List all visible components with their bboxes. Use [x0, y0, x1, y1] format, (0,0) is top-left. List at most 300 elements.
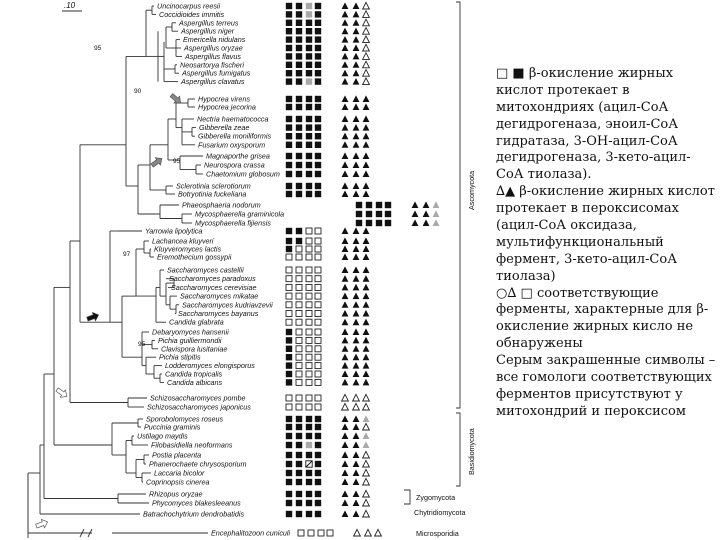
filled-triangle-symbol [342, 362, 349, 369]
empty-triangle-symbol [342, 394, 349, 401]
empty-triangle-symbol [363, 394, 370, 401]
empty-square-symbol [296, 302, 302, 308]
empty-square-symbol [306, 319, 312, 325]
filled-triangle-symbol [363, 266, 370, 273]
filled-triangle-symbol [342, 432, 349, 439]
filled-triangle-symbol [342, 53, 349, 60]
empty-square-symbol [306, 311, 312, 317]
filled-square-symbol [306, 104, 312, 110]
filled-square-symbol [286, 78, 292, 84]
filled-square-symbol [306, 479, 312, 485]
symbol-row [286, 451, 370, 458]
taxon-label: Pichia guilliermondii [158, 335, 222, 345]
filled-square-symbol [315, 142, 321, 148]
taxon-label: Saccharomyces castellii [167, 265, 244, 275]
empty-square-symbol [315, 319, 321, 325]
taxon-label: Phanerochaete chrysosporium [149, 459, 247, 469]
symbol-row [286, 379, 370, 386]
empty-triangle-symbol [363, 510, 370, 517]
filled-square-symbol [356, 220, 362, 226]
symbol-row [286, 78, 370, 85]
empty-square-symbol [296, 254, 302, 260]
branch-arrow-marker [150, 155, 165, 169]
filled-square-symbol [296, 45, 302, 51]
filled-triangle-symbol [353, 293, 360, 300]
filled-triangle-symbol [353, 190, 360, 197]
symbol-row [356, 201, 440, 208]
empty-square-symbol [296, 354, 302, 360]
filled-triangle-symbol [353, 253, 360, 260]
filled-square-symbol [286, 461, 292, 467]
empty-square-symbol [296, 311, 302, 317]
empty-square-symbol [286, 254, 292, 260]
filled-square-symbol [286, 362, 292, 368]
filled-square-symbol [315, 442, 321, 448]
filled-triangle-symbol [342, 2, 349, 9]
empty-square-symbol [296, 371, 302, 377]
taxon-label: Lodderomyces elongisporus [165, 361, 255, 371]
empty-triangle-symbol [363, 460, 370, 467]
taxon-label: Sporobolomyces roseus [146, 414, 224, 424]
empty-triangle-symbol [363, 44, 370, 51]
empty-square-symbol [315, 302, 321, 308]
filled-triangle-symbol [353, 266, 360, 273]
filled-triangle-symbol [353, 161, 360, 168]
filled-square-symbol [315, 452, 321, 458]
taxon-label: Schizosaccharomyces pombe [150, 393, 246, 403]
filled-triangle-symbol [342, 36, 349, 43]
filled-triangle-symbol [342, 161, 349, 168]
taxon-label: Neosartorya fischeri [180, 60, 244, 70]
filled-square-symbol [315, 70, 321, 76]
filled-square-symbol [306, 191, 312, 197]
filled-square-symbol [296, 62, 302, 68]
filled-triangle-symbol [423, 201, 430, 208]
filled-square-symbol [306, 70, 312, 76]
filled-triangle-symbol [353, 415, 360, 422]
taxon-label: Yarrowia lipolytica [145, 226, 203, 236]
symbol-row [286, 70, 370, 77]
empty-square-symbol [296, 337, 302, 343]
symbol-row [286, 415, 370, 422]
symbol-row [356, 210, 440, 217]
empty-square-symbol [306, 238, 312, 244]
filled-square-symbol [376, 220, 382, 226]
filled-triangle-symbol [342, 441, 349, 448]
arrow-shape [150, 155, 165, 169]
empty-triangle-symbol [363, 478, 370, 485]
filled-square-symbol [315, 3, 321, 9]
taxon-label: Schizosaccharomyces japonicus [147, 402, 251, 412]
filled-triangle-symbol [342, 95, 349, 102]
filled-square-symbol [306, 470, 312, 476]
symbol-row [286, 441, 370, 448]
symbol-row [286, 124, 370, 131]
filled-square-symbol [296, 511, 302, 517]
empty-square-symbol [286, 276, 292, 282]
filled-square-symbol [315, 171, 321, 177]
filled-square-symbol [286, 346, 292, 352]
empty-triangle-symbol [363, 469, 370, 476]
filled-square-symbol [286, 171, 292, 177]
gray-triangle-symbol [433, 201, 440, 208]
taxon-label: Phycomyces blakesleeanus [152, 498, 241, 508]
filled-square-symbol [306, 153, 312, 159]
taxon-label: Pichia stipitis [159, 352, 201, 362]
filled-triangle-symbol [342, 124, 349, 131]
empty-square-symbol [315, 404, 321, 410]
filled-triangle-symbol [342, 266, 349, 273]
empty-square-symbol [315, 363, 321, 369]
empty-square-symbol [315, 311, 321, 317]
filled-square-symbol [306, 162, 312, 168]
filled-triangle-symbol [353, 460, 360, 467]
filled-square-symbol [296, 124, 302, 130]
bootstrap-value: 97 [123, 251, 131, 258]
filled-square-symbol [296, 171, 302, 177]
filled-triangle-symbol [353, 328, 360, 335]
symbol-row [356, 219, 440, 226]
branch-arrow-marker [35, 518, 49, 531]
filled-square-symbol [286, 238, 292, 244]
symbol-row [286, 499, 370, 506]
filled-triangle-symbol [342, 103, 349, 110]
filled-square-symbol [315, 424, 321, 430]
taxon-label: Aspergillus flavus [185, 51, 241, 61]
taxon-label: Aspergillus clavatus [181, 77, 245, 87]
filled-square-symbol [296, 191, 302, 197]
bootstrap-value: 95 [138, 341, 146, 348]
filled-square-symbol [296, 491, 302, 497]
filled-triangle-symbol [353, 370, 360, 377]
filled-square-symbol [296, 238, 302, 244]
filled-triangle-symbol [342, 451, 349, 458]
filled-triangle-symbol [353, 61, 360, 68]
empty-square-symbol [315, 254, 321, 260]
filled-triangle-symbol [353, 53, 360, 60]
filled-triangle-symbol [353, 275, 360, 282]
filled-triangle-symbol [353, 227, 360, 234]
empty-square-symbol [306, 371, 312, 377]
filled-triangle-symbol [363, 141, 370, 148]
symbol-row [286, 11, 370, 18]
filled-triangle-symbol [353, 432, 360, 439]
filled-triangle-symbol [342, 70, 349, 77]
filled-square-symbol [315, 479, 321, 485]
group-label-zygomycota: Zygomycota [416, 493, 456, 502]
empty-square-symbol [315, 329, 321, 335]
taxon-label: Laccaria bicolor [154, 468, 205, 478]
filled-triangle-symbol [342, 415, 349, 422]
filled-triangle-symbol [353, 284, 360, 291]
filled-triangle-symbol [363, 345, 370, 352]
filled-triangle-symbol [342, 170, 349, 177]
filled-square-symbol [286, 153, 292, 159]
legend-panel [496, 66, 718, 421]
gray-triangle-symbol [433, 210, 440, 217]
gray-square-symbol [306, 11, 312, 17]
legend-not-found: ○∆ □ соответствующие ферменты, характерные для β-окисление жирных кисло не обнаружены [496, 285, 709, 352]
bootstrap-value: 90 [134, 88, 142, 95]
taxon-label: Filobasidiella neoformans [151, 440, 233, 450]
empty-square-symbol [315, 276, 321, 282]
filled-square-symbol [315, 162, 321, 168]
symbol-row [286, 182, 370, 189]
filled-triangle-symbol [353, 337, 360, 344]
filled-square-symbol [296, 53, 302, 59]
filled-square-symbol [286, 228, 292, 234]
filled-triangle-symbol [363, 337, 370, 344]
symbol-row [286, 152, 370, 159]
taxon-label: Aspergillus terreus [179, 18, 239, 28]
symbol-row [286, 61, 370, 68]
filled-triangle-symbol [342, 253, 349, 260]
empty-square-symbol [315, 379, 321, 385]
empty-triangle-symbol [363, 19, 370, 26]
symbol-row [286, 319, 369, 326]
filled-triangle-symbol [363, 319, 370, 326]
symbol-row [286, 170, 370, 177]
filled-square-symbol [286, 479, 292, 485]
symbol-row [286, 460, 370, 467]
filled-triangle-symbol [363, 124, 370, 131]
filled-triangle-symbol [342, 227, 349, 234]
symbol-row [286, 245, 370, 252]
filled-triangle-symbol [342, 152, 349, 159]
symbol-row [286, 490, 370, 497]
empty-square-symbol [315, 395, 321, 401]
filled-triangle-symbol [342, 275, 349, 282]
filled-square-symbol [376, 202, 382, 208]
group-label-ascomycota: Ascomycota [467, 170, 476, 210]
filled-triangle-symbol [342, 115, 349, 122]
gray-triangle-symbol [363, 415, 370, 422]
filled-square-symbol [306, 511, 312, 517]
filled-square-symbol [296, 116, 302, 122]
arrow-shape [35, 518, 49, 531]
filled-square-symbol [286, 191, 292, 197]
filled-square-symbol [356, 211, 362, 217]
empty-square-symbol [286, 302, 292, 308]
symbol-row [286, 103, 370, 110]
empty-square-symbol [315, 228, 321, 234]
filled-triangle-symbol [363, 133, 370, 140]
filled-triangle-symbol [363, 328, 370, 335]
group-label-basidiomycota: Basidiomycota [467, 428, 476, 475]
taxon-label: Hypocrea virens [198, 94, 250, 104]
taxon-label: Emericella nidulans [183, 35, 246, 45]
filled-square-symbol [286, 3, 292, 9]
symbol-row [286, 293, 369, 300]
filled-triangle-symbol [423, 210, 430, 217]
taxon-label: Saccharomyces kudriavzevii [182, 300, 273, 310]
empty-square-symbol [296, 319, 302, 325]
symbol-row [286, 190, 370, 197]
filled-square-symbol [376, 211, 382, 217]
empty-square-symbol [306, 267, 312, 273]
filled-triangle-symbol [342, 19, 349, 26]
symbol-row [286, 227, 370, 234]
empty-square-symbol [318, 530, 324, 536]
filled-triangle-symbol [363, 284, 370, 291]
taxon-label: Postia placenta [152, 450, 202, 460]
symbol-row [286, 266, 369, 273]
filled-square-symbol [315, 78, 321, 84]
empty-square-symbol [315, 346, 321, 352]
filled-square-symbol [296, 70, 302, 76]
symbol-row [286, 403, 369, 410]
filled-square-symbol [315, 433, 321, 439]
filled-square-symbol [286, 379, 292, 385]
empty-square-symbol [286, 284, 292, 290]
taxon-label: Lachancea kluyveri [152, 236, 214, 246]
symbol-row [286, 394, 369, 401]
filled-triangle-symbol [353, 70, 360, 77]
taxon-label: Debaryomyces hansenii [152, 327, 229, 337]
filled-triangle-symbol [353, 490, 360, 497]
filled-triangle-symbol [363, 253, 370, 260]
filled-triangle-symbol [363, 379, 370, 386]
gray-triangle-symbol [363, 441, 370, 448]
empty-square-symbol [296, 267, 302, 273]
filled-triangle-symbol [353, 499, 360, 506]
filled-square-symbol [315, 511, 321, 517]
filled-triangle-symbol [342, 190, 349, 197]
filled-triangle-symbol [353, 345, 360, 352]
empty-triangle-symbol [353, 403, 360, 410]
filled-triangle-symbol [342, 44, 349, 51]
filled-square-symbol [296, 424, 302, 430]
filled-square-symbol [296, 479, 302, 485]
symbol-row [286, 95, 370, 102]
filled-square-symbol [315, 11, 321, 17]
filled-triangle-symbol [342, 510, 349, 517]
filled-square-symbol [296, 11, 302, 17]
filled-triangle-symbol [363, 182, 370, 189]
filled-triangle-symbol [353, 124, 360, 131]
empty-square-symbol [306, 276, 312, 282]
filled-triangle-symbol [353, 141, 360, 148]
empty-square-symbol [306, 395, 312, 401]
taxon-label: Aspergillus fumigatus [182, 68, 251, 78]
filled-triangle-symbol [353, 182, 360, 189]
filled-square-symbol [296, 20, 302, 26]
filled-square-symbol [306, 171, 312, 177]
taxon-label: Phaeosphaeria nodorum [182, 200, 261, 210]
taxon-label: Batrachochytrium dendrobatidis [143, 509, 245, 519]
taxon-label: Mycosphaerella graminicola [195, 209, 285, 219]
filled-square-symbol [296, 470, 302, 476]
empty-square-symbol [296, 395, 302, 401]
filled-square-symbol [306, 452, 312, 458]
ascomycota-bracket [456, 2, 460, 408]
filled-square-symbol [286, 70, 292, 76]
filled-square-symbol [315, 416, 321, 422]
symbol-row [286, 28, 370, 35]
taxon-label: Nectria haematococca [197, 114, 269, 124]
symbol-row [286, 115, 370, 122]
symbol-row [286, 370, 370, 377]
filled-triangle-symbol [353, 36, 360, 43]
filled-square-symbol [366, 220, 372, 226]
empty-triangle-symbol [353, 394, 360, 401]
filled-triangle-symbol [363, 362, 370, 369]
filled-square-symbol [286, 36, 292, 42]
group-label-chytridiomycota: Chytridiomycota [414, 508, 466, 517]
filled-triangle-symbol [353, 2, 360, 9]
filled-square-symbol [315, 183, 321, 189]
filled-square-symbol [315, 461, 321, 467]
taxon-label: Rhizopus oryzae [149, 489, 203, 499]
filled-square-symbol [306, 96, 312, 102]
filled-square-symbol [356, 202, 362, 208]
filled-square-symbol [296, 96, 302, 102]
filled-square-symbol [306, 183, 312, 189]
taxon-label: Aspergillus niger [181, 26, 235, 36]
empty-square-symbol [306, 293, 312, 299]
filled-triangle-symbol [353, 11, 360, 18]
taxon-label: Saccharomyces mikatae [180, 291, 259, 301]
group-label-microsporidia: Microsporidia [416, 529, 459, 538]
filled-triangle-symbol [363, 237, 370, 244]
branch-arrow-marker [55, 386, 70, 400]
filled-triangle-symbol [353, 451, 360, 458]
taxon-label: Sclerotinia sclerotiorum [176, 181, 251, 191]
taxon-label: Clavispora lusitaniae [161, 344, 228, 354]
empty-square-symbol [296, 363, 302, 369]
filled-triangle-symbol [353, 362, 360, 369]
empty-square-symbol [306, 404, 312, 410]
filled-square-symbol [286, 470, 292, 476]
filled-square-symbol [296, 3, 302, 9]
filled-triangle-symbol [363, 245, 370, 252]
filled-square-symbol [296, 162, 302, 168]
empty-triangle-symbol [363, 490, 370, 497]
symbol-row [286, 510, 370, 517]
empty-square-symbol [315, 284, 321, 290]
filled-square-symbol [306, 45, 312, 51]
taxon-label: Saccharomyces bayanus [178, 309, 259, 318]
symbol-row [286, 53, 370, 60]
filled-square-symbol [306, 500, 312, 506]
arrow-shape [55, 386, 70, 400]
filled-square-symbol [315, 500, 321, 506]
filled-square-symbol [286, 246, 292, 252]
filled-square-symbol [315, 153, 321, 159]
empty-square-symbol [306, 346, 312, 352]
filled-square-symbol [286, 183, 292, 189]
empty-triangle-symbol [363, 11, 370, 18]
filled-triangle-symbol [363, 293, 370, 300]
symbol-row [286, 133, 370, 140]
empty-triangle-symbol [363, 451, 370, 458]
filled-triangle-symbol [353, 379, 360, 386]
filled-square-symbol [286, 28, 292, 34]
filled-square-symbol [296, 228, 302, 234]
filled-square-symbol [296, 433, 302, 439]
empty-square-symbol [315, 354, 321, 360]
taxon-label: Botryotinia fuckeliana [178, 189, 247, 199]
filled-triangle-symbol [353, 103, 360, 110]
filled-triangle-symbol [342, 337, 349, 344]
filled-square-symbol [286, 500, 292, 506]
filled-square-symbol [286, 116, 292, 122]
filled-square-symbol [286, 104, 292, 110]
filled-triangle-symbol [342, 141, 349, 148]
empty-square-symbol [296, 346, 302, 352]
filled-triangle-symbol [342, 499, 349, 506]
symbol-row [286, 2, 370, 9]
